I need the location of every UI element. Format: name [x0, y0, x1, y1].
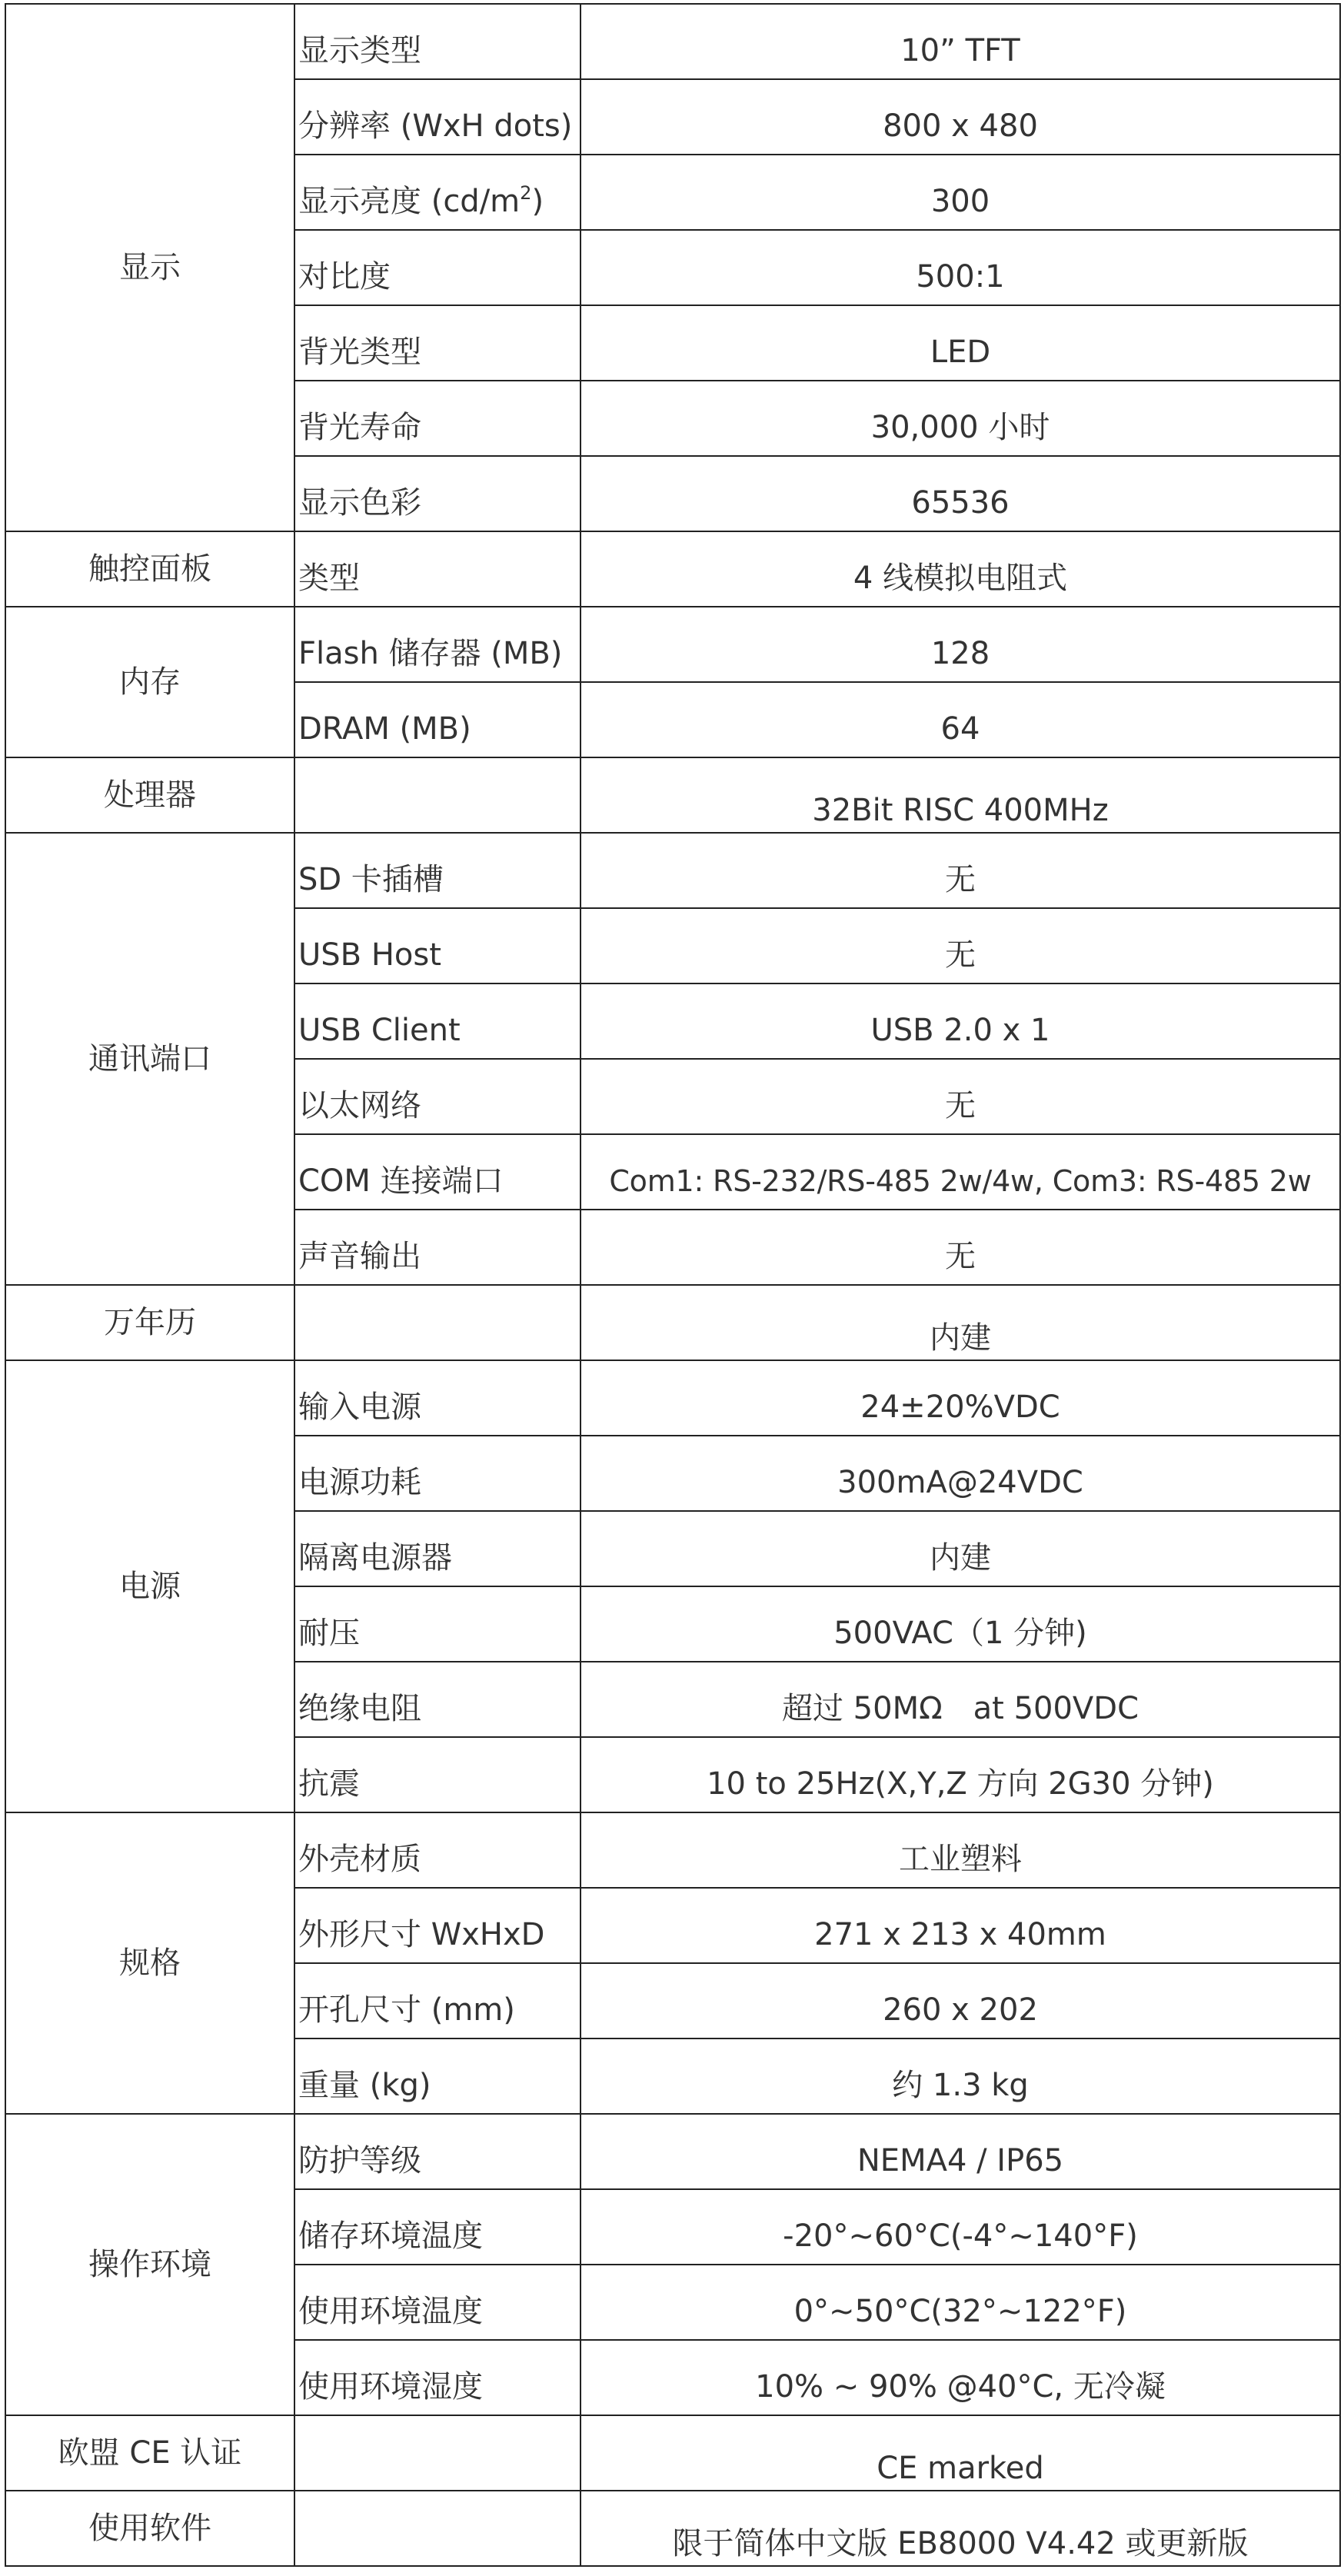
spec-value-cell: 无 [581, 908, 1340, 983]
spec-label-cell: 对比度 [294, 230, 581, 305]
spec-label-cell [294, 757, 581, 833]
spec-label-cell: USB Host [294, 908, 581, 983]
spec-label-superscript: 2 [520, 181, 532, 204]
spec-value-cell: 800 x 480 [581, 79, 1340, 155]
spec-label-cell: 显示色彩 [294, 456, 581, 531]
spec-label-cell: Flash 储存器 (MB) [294, 607, 581, 682]
spec-value-cell: 32Bit RISC 400MHz [581, 757, 1340, 833]
spec-label: 显示亮度 (cd/m [298, 184, 521, 219]
spec-row [5, 531, 1340, 607]
spec-label-cell: 背光寿命 [294, 381, 581, 456]
spec-label-cell: SD 卡插槽 [294, 833, 581, 908]
spec-value-cell: 24±20%VDC [581, 1360, 1340, 1436]
spec-label-cell [294, 1285, 581, 1360]
spec-value-cell: 约 1.3 kg [581, 2039, 1340, 2114]
spec-value-cell: LED [581, 305, 1340, 381]
category-cell: 欧盟 CE 认证 [5, 2415, 294, 2491]
spec-value-cell: 30,000 小时 [581, 381, 1340, 456]
spec-value-cell: 10” TFT [581, 4, 1340, 79]
spec-value-cell: 65536 [581, 456, 1340, 531]
category-cell: 触控面板 [5, 531, 294, 607]
spec-row [5, 833, 1340, 908]
spec-value-cell: 限于简体中文版 EB8000 V4.42 或更新版 [581, 2491, 1340, 2566]
spec-label-cell [294, 155, 581, 230]
spec-label-cell: 以太网络 [294, 1059, 581, 1134]
spec-value-cell: -20°~60°C(-4°~140°F) [581, 2189, 1340, 2265]
spec-label-cell: 抗震 [294, 1737, 581, 1812]
spec-label-cell: COM 连接端口 [294, 1134, 581, 1210]
spec-row [5, 1285, 1340, 1360]
spec-label-cell: 类型 [294, 531, 581, 607]
spec-label-cell: 重量 (kg) [294, 2039, 581, 2114]
spec-label-cell: 隔离电源器 [294, 1511, 581, 1586]
spec-label-cell: USB Client [294, 983, 581, 1059]
spec-value-cell: 无 [581, 1059, 1340, 1134]
spec-row [5, 2114, 1340, 2189]
spec-value-cell: 10% ~ 90% @40°C, 无冷凝 [581, 2340, 1340, 2415]
spec-value-cell: 500VAC（1 分钟) [581, 1586, 1340, 1662]
spec-value-cell: 64 [581, 682, 1340, 757]
spec-value-cell: 内建 [581, 1511, 1340, 1586]
spec-value-cell: USB 2.0 x 1 [581, 983, 1340, 1059]
spec-label-cell: 分辨率 (WxH dots) [294, 79, 581, 155]
spec-value-cell: 内建 [581, 1285, 1340, 1360]
spec-value-cell: 128 [581, 607, 1340, 682]
spec-row [5, 1360, 1340, 1436]
category-cell: 处理器 [5, 757, 294, 833]
spec-label-tail: ) [531, 184, 544, 219]
spec-label-cell: 防护等级 [294, 2114, 581, 2189]
category-cell: 规格 [5, 1812, 294, 2114]
category-cell: 内存 [5, 607, 294, 757]
spec-label-cell: 储存环境温度 [294, 2189, 581, 2265]
spec-label-cell: 显示类型 [294, 4, 581, 79]
spec-row [5, 4, 1340, 79]
spec-value-cell: 10 to 25Hz(X,Y,Z 方向 2G30 分钟) [581, 1737, 1340, 1812]
spec-label-cell: 输入电源 [294, 1360, 581, 1436]
spec-label-cell: 外壳材质 [294, 1812, 581, 1888]
spec-value-cell: Com1: RS-232/RS-485 2w/4w, Com3: RS-485 2w [581, 1134, 1340, 1210]
spec-label-cell [294, 2415, 581, 2491]
spec-label-cell: 开孔尺寸 (mm) [294, 1963, 581, 2039]
spec-label-cell: 声音输出 [294, 1210, 581, 1285]
spec-table-body [5, 4, 1340, 2566]
spec-row [5, 757, 1340, 833]
spec-value-cell: NEMA4 / IP65 [581, 2114, 1340, 2189]
spec-value-cell: 260 x 202 [581, 1963, 1340, 2039]
category-cell: 显示 [5, 4, 294, 531]
spec-label-cell: 使用环境湿度 [294, 2340, 581, 2415]
spec-row [5, 2415, 1340, 2491]
spec-value-cell: 无 [581, 833, 1340, 908]
spec-table [5, 3, 1341, 2567]
category-cell: 使用软件 [5, 2491, 294, 2566]
category-cell: 操作环境 [5, 2114, 294, 2415]
spec-value-cell: 4 线模拟电阻式 [581, 531, 1340, 607]
spec-value-cell: CE marked [581, 2415, 1340, 2491]
spec-value-cell: 300 [581, 155, 1340, 230]
spec-label-cell: 外形尺寸 WxHxD [294, 1888, 581, 1963]
spec-label-cell [294, 2491, 581, 2566]
spec-row [5, 2491, 1340, 2566]
category-cell: 万年历 [5, 1285, 294, 1360]
spec-value-cell: 0°~50°C(32°~122°F) [581, 2265, 1340, 2340]
spec-label-cell: 使用环境温度 [294, 2265, 581, 2340]
spec-label-cell: 耐压 [294, 1586, 581, 1662]
spec-value-cell: 271 x 213 x 40mm [581, 1888, 1340, 1963]
spec-row [5, 607, 1340, 682]
spec-value-cell: 工业塑料 [581, 1812, 1340, 1888]
spec-value-cell: 300mA@24VDC [581, 1436, 1340, 1511]
spec-row [5, 1812, 1340, 1888]
spec-value-cell: 无 [581, 1210, 1340, 1285]
spec-value-cell: 超过 50MΩ at 500VDC [581, 1662, 1340, 1737]
category-cell: 通讯端口 [5, 833, 294, 1285]
spec-label-cell: 背光类型 [294, 305, 581, 381]
spec-value-cell: 500:1 [581, 230, 1340, 305]
spec-label-cell: 绝缘电阻 [294, 1662, 581, 1737]
category-cell: 电源 [5, 1360, 294, 1812]
spec-label-cell: 电源功耗 [294, 1436, 581, 1511]
spec-label-cell: DRAM (MB) [294, 682, 581, 757]
